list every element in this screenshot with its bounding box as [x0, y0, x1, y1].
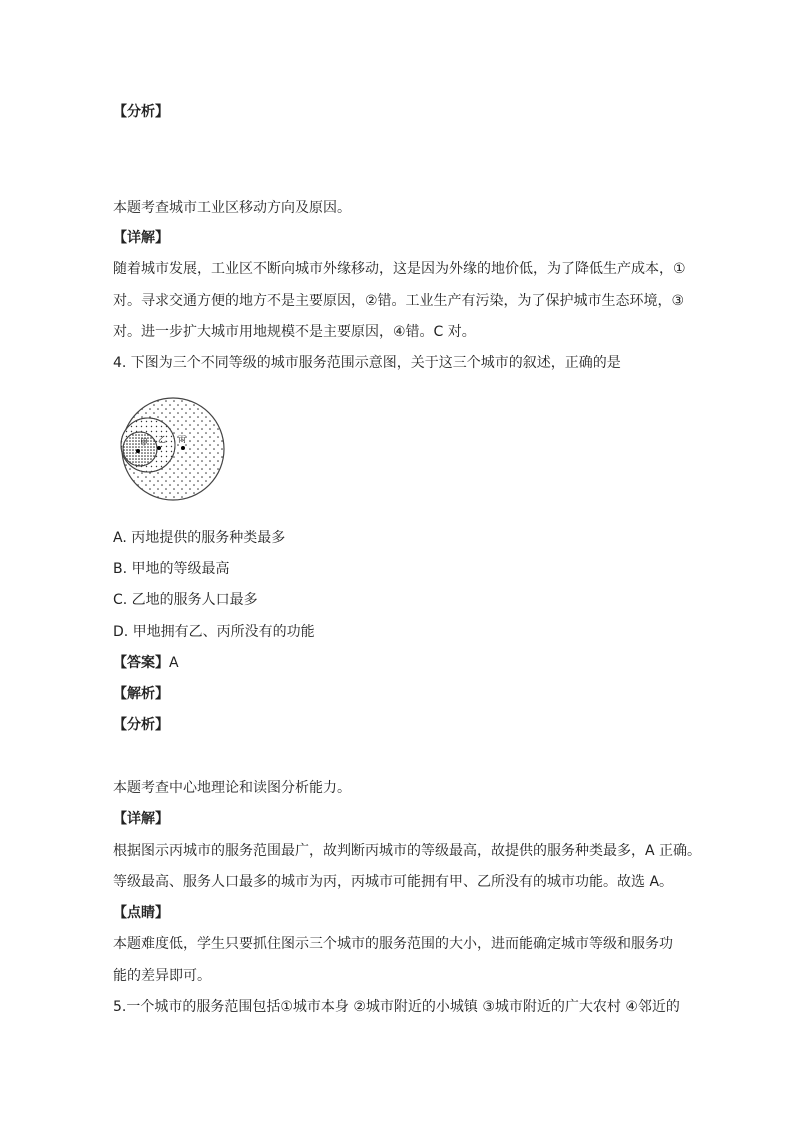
answer-line: [113, 653, 179, 673]
detail-heading: 【详解】: [113, 811, 169, 827]
service-range-diagram: [120, 395, 226, 503]
bing-label: 丙: [178, 435, 186, 444]
answer-value: A: [169, 655, 179, 671]
option-c: C. 乙地的服务人口最多: [113, 592, 258, 608]
comment-line: 能的差异即可。: [113, 968, 211, 984]
analysis-text: 本题考查城市工业区移动方向及原因。: [113, 200, 351, 216]
comment-line: 本题难度低，学生只要抓住图示三个城市的服务范围的大小，进而能确定城市等级和服务功: [113, 936, 673, 952]
option-a: A. 丙地提供的服务种类最多: [113, 530, 286, 546]
analysis-text: 本题考查中心地理论和读图分析能力。: [113, 780, 351, 796]
jia-label: 甲: [140, 438, 148, 447]
bing-point: [181, 446, 185, 450]
detail-line: 等级最高、服务人口最多的城市为丙，丙城市可能拥有甲、乙所没有的城市功能。故选 A。: [113, 874, 674, 890]
question-4-stem: 4. 下图为三个不同等级的城市服务范围示意图，关于这三个城市的叙述，正确的是: [113, 355, 621, 371]
question-5-stem: 5.一个城市的服务范围包括①城市本身 ②城市附近的小城镇 ③城市附近的广大农村 ④邻近的: [113, 999, 680, 1015]
option-b: B. 甲地的等级最高: [113, 561, 230, 577]
analysis-heading: 【分析】: [113, 104, 169, 120]
detail-line: 随着城市发展，工业区不断向城市外缘移动，这是因为外缘的地价低，为了降低生产成本，①: [113, 261, 686, 277]
detail-line: 对。寻求交通方便的地方不是主要原因，②错。工业生产有污染，为了保护城市生态环境，③: [113, 293, 685, 309]
option-d: D. 甲地拥有乙、丙所没有的功能: [113, 624, 315, 640]
comment-heading: 【点睛】: [113, 905, 169, 921]
yi-label: 乙: [158, 435, 166, 444]
detail-heading: 【详解】: [113, 230, 169, 246]
yi-point: [157, 446, 161, 450]
analysis-heading: 【分析】: [113, 717, 169, 733]
answer-label: 【答案】: [113, 655, 169, 671]
detail-line: 根据图示丙城市的服务范围最广，故判断丙城市的等级最高，故提供的服务种类最多，A 正确。: [113, 843, 702, 859]
jia-point: [136, 449, 140, 453]
explain-heading: 【解析】: [113, 686, 169, 702]
detail-line: 对。进一步扩大城市用地规模不是主要原因，④错。C 对。: [113, 324, 476, 340]
